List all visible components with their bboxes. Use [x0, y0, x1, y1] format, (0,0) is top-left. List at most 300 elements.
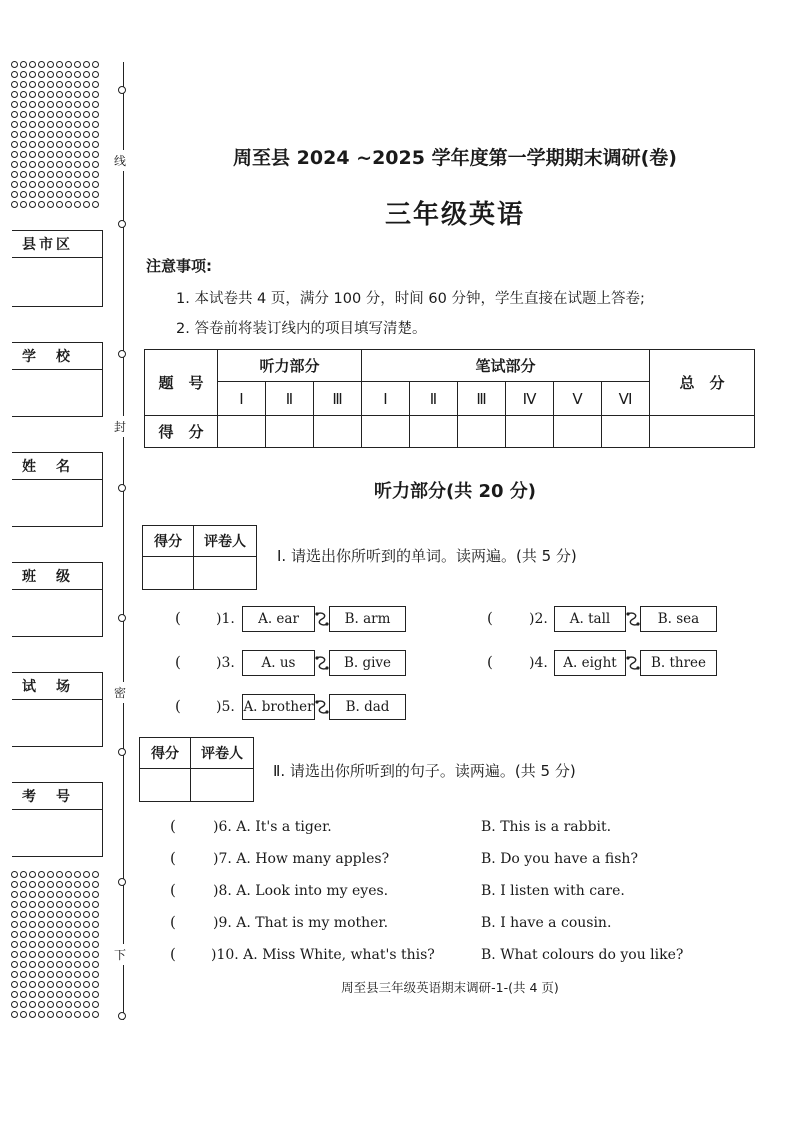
decor-dot [65, 871, 72, 878]
decor-dot [92, 111, 99, 118]
decor-dot [65, 941, 72, 948]
decor-dot [56, 951, 63, 958]
decor-dot [83, 111, 90, 118]
decor-dot [83, 201, 90, 208]
answer-paren[interactable]: ( [170, 849, 176, 867]
decor-dot [92, 201, 99, 208]
decor-dot [38, 961, 45, 968]
binding-circle [118, 86, 126, 94]
score-cell[interactable] [266, 416, 314, 448]
decor-dot [11, 201, 18, 208]
decor-dot [47, 81, 54, 88]
decor-dot [83, 931, 90, 938]
option-a[interactable]: A. eight [554, 650, 626, 676]
score-table-col: Ⅲ [458, 382, 506, 416]
option-b[interactable]: B. three [640, 650, 717, 676]
chain-link-icon [626, 654, 640, 672]
class-field-label: 班 级 [12, 563, 102, 590]
decor-dot [29, 1001, 36, 1008]
decor-dot [56, 921, 63, 928]
decor-dot [20, 191, 27, 198]
decor-dot [56, 81, 63, 88]
decor-dot [92, 921, 99, 928]
decor-dot [29, 951, 36, 958]
decor-dot [74, 981, 81, 988]
decor-dot [38, 131, 45, 138]
decor-dot [29, 111, 36, 118]
grader-score-cell[interactable] [143, 557, 194, 590]
option-a[interactable]: A. brother [242, 694, 315, 720]
decor-dot [11, 141, 18, 148]
sentence-option-a[interactable]: )10. A. Miss White, what's this? [211, 947, 435, 963]
decor-dot [20, 121, 27, 128]
decor-dot [92, 71, 99, 78]
decor-dot [20, 161, 27, 168]
decor-dot [74, 911, 81, 918]
decor-dot [65, 891, 72, 898]
decor-dot [74, 941, 81, 948]
score-table-col: Ⅰ [362, 382, 410, 416]
decor-dot [38, 1011, 45, 1018]
decor-dot [56, 911, 63, 918]
decor-dot [83, 91, 90, 98]
decor-dot [29, 151, 36, 158]
sentence-option-a[interactable]: )8. A. Look into my eyes. [213, 883, 389, 899]
decor-dot [92, 911, 99, 918]
decor-dot [47, 911, 54, 918]
decor-dot [56, 141, 63, 148]
decor-dot [38, 181, 45, 188]
decor-dot [11, 981, 18, 988]
notice-item: 2. 答卷前将装订线内的项目填写清楚。 [176, 321, 427, 337]
decor-dot [92, 191, 99, 198]
question-number: )1. [216, 611, 235, 627]
decor-dot [74, 91, 81, 98]
decor-dot [65, 961, 72, 968]
answer-paren[interactable]: ( [175, 697, 181, 715]
decor-dot [65, 71, 72, 78]
decor-dot [74, 1001, 81, 1008]
decor-dot [56, 161, 63, 168]
notice-heading: 注意事项: [146, 257, 212, 275]
decor-dot [38, 921, 45, 928]
decor-dot [92, 931, 99, 938]
decor-dot [29, 91, 36, 98]
decor-dot [47, 61, 54, 68]
decor-dot [83, 921, 90, 928]
decor-dot [65, 131, 72, 138]
answer-paren[interactable]: ( [175, 609, 181, 627]
decor-dot [56, 191, 63, 198]
decor-dot [47, 991, 54, 998]
decor-dot [47, 871, 54, 878]
decor-dot [74, 921, 81, 928]
decor-dot [92, 161, 99, 168]
decor-dot [83, 81, 90, 88]
decor-dot [83, 881, 90, 888]
decor-dot [83, 981, 90, 988]
exam-number-field-label: 考 号 [12, 783, 102, 810]
decor-dot [47, 161, 54, 168]
binding-circle [118, 1012, 126, 1020]
grader-name-cell[interactable] [194, 557, 257, 590]
decor-dot [92, 941, 99, 948]
decor-dot [83, 961, 90, 968]
decor-dot [47, 921, 54, 928]
binding-circle [118, 484, 126, 492]
option-b[interactable]: B. give [329, 650, 406, 676]
decor-dot [20, 921, 27, 928]
answer-paren[interactable]: ( [170, 945, 176, 963]
decor-dot [29, 81, 36, 88]
decor-dot [11, 191, 18, 198]
decor-dot [65, 921, 72, 928]
decor-dot [56, 1011, 63, 1018]
score-table-score-label: 得 分 [145, 416, 218, 448]
decor-dot [74, 971, 81, 978]
decor-dot [38, 901, 45, 908]
decor-dot [74, 191, 81, 198]
exam-title: 周至县 2024 ~2025 学年度第一学期期末调研(卷) [233, 147, 677, 169]
decor-dot [83, 871, 90, 878]
chain-link-icon [626, 610, 640, 628]
decor-dot [20, 131, 27, 138]
decor-dot [56, 121, 63, 128]
score-table-col: Ⅳ [506, 382, 554, 416]
decor-dot [38, 871, 45, 878]
decor-dot [92, 171, 99, 178]
decor-dot [56, 941, 63, 948]
decor-dot [65, 931, 72, 938]
decor-dot [20, 871, 27, 878]
decor-dot [29, 201, 36, 208]
exam-room-field-label: 试 场 [12, 673, 102, 700]
decor-dot [11, 941, 18, 948]
decor-dot [47, 181, 54, 188]
decor-dot [65, 901, 72, 908]
decor-dot [29, 171, 36, 178]
decor-dot [38, 891, 45, 898]
decor-dot [74, 201, 81, 208]
decor-dot [83, 181, 90, 188]
decor-dot [83, 101, 90, 108]
decor-dot [92, 81, 99, 88]
decor-dot [83, 151, 90, 158]
part2-title: Ⅱ. 请选出你所听到的句子。读两遍。(共 5 分) [273, 762, 576, 780]
decor-dot [65, 191, 72, 198]
decor-dot [11, 881, 18, 888]
score-cell[interactable] [410, 416, 458, 448]
decor-dot [65, 121, 72, 128]
sentence-option-b[interactable]: B. Do you have a fish? [481, 851, 638, 867]
decor-dot [20, 1011, 27, 1018]
decor-dot [74, 931, 81, 938]
binding-char: 封 [114, 416, 126, 437]
decor-dot [20, 141, 27, 148]
decor-dot [11, 161, 18, 168]
school-field-label: 学 校 [12, 343, 102, 370]
decor-dot [74, 881, 81, 888]
decor-dot [56, 91, 63, 98]
binding-circle [118, 748, 126, 756]
answer-paren[interactable]: ( [175, 653, 181, 671]
score-table-col: Ⅴ [554, 382, 602, 416]
sentence-option-a[interactable]: )6. A. It's a tiger. [213, 819, 332, 835]
option-a[interactable]: A. ear [242, 606, 315, 632]
decor-dot [29, 881, 36, 888]
decor-dot [38, 991, 45, 998]
decor-dot [65, 201, 72, 208]
decor-dot [20, 911, 27, 918]
decor-dot [20, 881, 27, 888]
decor-dot [92, 141, 99, 148]
option-b[interactable]: B. arm [329, 606, 406, 632]
decor-dot [92, 971, 99, 978]
county-field[interactable] [12, 230, 103, 307]
score-cell[interactable] [602, 416, 650, 448]
decor-dot [38, 101, 45, 108]
decor-dot [74, 951, 81, 958]
decor-dot [47, 981, 54, 988]
answer-paren[interactable]: ( [170, 817, 176, 835]
decor-dot [56, 981, 63, 988]
score-cell[interactable] [458, 416, 506, 448]
answer-paren[interactable]: ( [170, 881, 176, 899]
decor-dot [20, 941, 27, 948]
class-field[interactable] [12, 562, 103, 637]
decor-dot [20, 91, 27, 98]
decor-dot [92, 121, 99, 128]
decor-dot [56, 871, 63, 878]
decor-dot [38, 161, 45, 168]
binding-circle [118, 350, 126, 358]
decor-dot [29, 71, 36, 78]
decor-dot [47, 191, 54, 198]
decor-dot [56, 151, 63, 158]
decor-dot [11, 101, 18, 108]
decor-dot [29, 161, 36, 168]
decor-dot [83, 61, 90, 68]
decor-dot [65, 991, 72, 998]
decor-dot [20, 931, 27, 938]
score-cell[interactable] [218, 416, 266, 448]
answer-paren[interactable]: ( [170, 913, 176, 931]
score-cell[interactable] [554, 416, 602, 448]
score-table-number-label: 题 号 [145, 350, 218, 416]
decor-dot [83, 911, 90, 918]
decor-dot [83, 901, 90, 908]
subject-title: 三年级英语 [384, 200, 525, 230]
decor-dot [92, 91, 99, 98]
decor-dot [29, 921, 36, 928]
decor-dot [74, 891, 81, 898]
decor-dot [56, 181, 63, 188]
decor-dot [29, 191, 36, 198]
decor-dot [11, 151, 18, 158]
decor-dot [65, 971, 72, 978]
binding-char: 下 [114, 944, 126, 965]
decor-dot [74, 871, 81, 878]
sentence-option-b[interactable]: B. This is a rabbit. [481, 819, 612, 835]
decor-dot [29, 871, 36, 878]
decor-dot [56, 891, 63, 898]
decor-dot [74, 101, 81, 108]
sentence-option-a[interactable]: )9. A. That is my mother. [213, 915, 389, 931]
decor-dot [38, 171, 45, 178]
decor-dot [11, 911, 18, 918]
decor-dot [56, 101, 63, 108]
dot-pattern-top [10, 60, 100, 212]
name-field[interactable] [12, 452, 103, 527]
sentence-option-b[interactable]: B. I listen with care. [481, 883, 625, 899]
decor-dot [65, 61, 72, 68]
decor-dot [29, 1011, 36, 1018]
grader-box [139, 737, 254, 802]
decor-dot [83, 941, 90, 948]
binding-circle [118, 220, 126, 228]
decor-dot [20, 81, 27, 88]
decor-dot [38, 1001, 45, 1008]
exam-number-field[interactable] [12, 782, 103, 857]
binding-circle [118, 614, 126, 622]
decor-dot [56, 971, 63, 978]
decor-dot [74, 71, 81, 78]
school-field[interactable] [12, 342, 103, 417]
decor-dot [65, 111, 72, 118]
decor-dot [38, 981, 45, 988]
grader-box [142, 525, 257, 590]
decor-dot [47, 971, 54, 978]
decor-dot [20, 201, 27, 208]
decor-dot [38, 111, 45, 118]
decor-dot [47, 1011, 54, 1018]
decor-dot [11, 121, 18, 128]
decor-dot [92, 901, 99, 908]
grader-score-label: 得分 [143, 526, 194, 557]
score-table-writing-label: 笔试部分 [362, 350, 650, 382]
chain-link-icon [315, 610, 329, 628]
decor-dot [65, 911, 72, 918]
score-cell[interactable] [506, 416, 554, 448]
binding-circle [118, 878, 126, 886]
decor-dot [47, 121, 54, 128]
decor-dot [47, 91, 54, 98]
decor-dot [20, 1001, 27, 1008]
decor-dot [47, 171, 54, 178]
decor-dot [38, 191, 45, 198]
decor-dot [47, 961, 54, 968]
decor-dot [92, 871, 99, 878]
decor-dot [38, 911, 45, 918]
option-a[interactable]: A. us [242, 650, 315, 676]
decor-dot [65, 1001, 72, 1008]
option-b[interactable]: B. dad [329, 694, 406, 720]
answer-paren[interactable]: ( [487, 653, 493, 671]
decor-dot [83, 991, 90, 998]
decor-dot [47, 891, 54, 898]
sentence-option-b[interactable]: B. I have a cousin. [481, 915, 612, 931]
sentence-option-a[interactable]: )7. A. How many apples? [213, 851, 390, 867]
score-table-col: Ⅰ [218, 382, 266, 416]
part1-title: Ⅰ. 请选出你所听到的单词。读两遍。(共 5 分) [277, 547, 577, 565]
decor-dot [11, 171, 18, 178]
decor-dot [74, 111, 81, 118]
decor-dot [38, 201, 45, 208]
decor-dot [74, 901, 81, 908]
decor-dot [20, 981, 27, 988]
binding-line [123, 62, 124, 1020]
decor-dot [56, 171, 63, 178]
decor-dot [92, 151, 99, 158]
decor-dot [92, 981, 99, 988]
decor-dot [83, 951, 90, 958]
decor-dot [20, 991, 27, 998]
option-a[interactable]: A. tall [554, 606, 626, 632]
decor-dot [20, 181, 27, 188]
decor-dot [20, 901, 27, 908]
decor-dot [65, 101, 72, 108]
decor-dot [74, 1011, 81, 1018]
score-table [144, 349, 755, 448]
decor-dot [47, 941, 54, 948]
decor-dot [83, 121, 90, 128]
binding-char: 密 [114, 682, 126, 703]
decor-dot [29, 101, 36, 108]
option-b[interactable]: B. sea [640, 606, 717, 632]
decor-dot [83, 1001, 90, 1008]
decor-dot [38, 881, 45, 888]
decor-dot [47, 101, 54, 108]
decor-dot [47, 151, 54, 158]
decor-dot [92, 881, 99, 888]
score-cell[interactable] [650, 416, 755, 448]
grader-score-cell[interactable] [140, 769, 191, 802]
answer-paren[interactable]: ( [487, 609, 493, 627]
decor-dot [29, 961, 36, 968]
decor-dot [92, 61, 99, 68]
score-cell[interactable] [362, 416, 410, 448]
sentence-option-b[interactable]: B. What colours do you like? [481, 947, 684, 963]
grader-name-cell[interactable] [191, 769, 254, 802]
score-cell[interactable] [314, 416, 362, 448]
decor-dot [29, 911, 36, 918]
decor-dot [56, 1001, 63, 1008]
decor-dot [11, 951, 18, 958]
decor-dot [29, 121, 36, 128]
decor-dot [74, 961, 81, 968]
decor-dot [11, 1001, 18, 1008]
dot-pattern-bottom [10, 870, 100, 1020]
decor-dot [56, 901, 63, 908]
decor-dot [83, 171, 90, 178]
decor-dot [38, 971, 45, 978]
decor-dot [74, 141, 81, 148]
decor-dot [20, 891, 27, 898]
decor-dot [92, 951, 99, 958]
decor-dot [83, 1011, 90, 1018]
decor-dot [56, 881, 63, 888]
decor-dot [92, 991, 99, 998]
decor-dot [92, 1001, 99, 1008]
decor-dot [11, 111, 18, 118]
decor-dot [38, 951, 45, 958]
decor-dot [92, 131, 99, 138]
exam-room-field[interactable] [12, 672, 103, 747]
decor-dot [38, 121, 45, 128]
score-table-col: Ⅲ [314, 382, 362, 416]
decor-dot [56, 961, 63, 968]
decor-dot [74, 181, 81, 188]
